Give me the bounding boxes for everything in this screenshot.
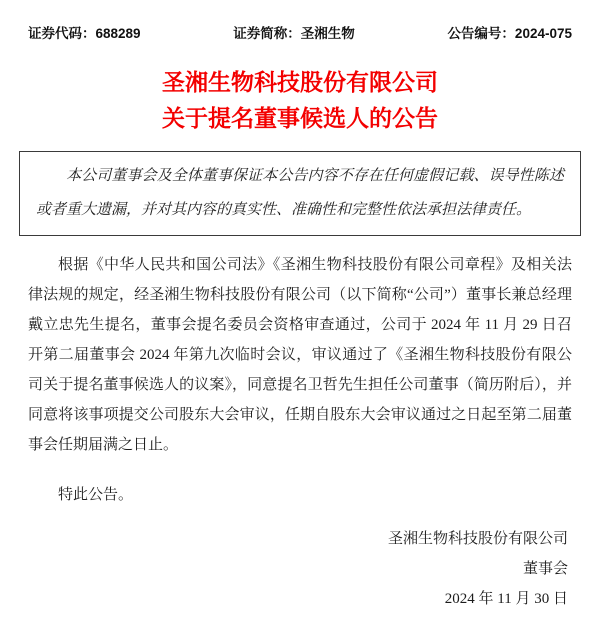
document-title [28, 64, 572, 136]
body-paragraph: 根据《中华人民共和国公司法》《圣湘生物科技股份有限公司章程》及相关法律法规的规定，经圣湘生物科技股份有限公司（以下简称“公司”）董事长兼总经理戴立忠先生提名，董事会提名委员会资格审查通过，公司于 2024 年 11 月 29 日召开第二届董事会 2024 年第九次临时会议，审议通过了《圣湘生物科技股份有限公司关于提名董事候选人的议案》，同意提名卫哲先生担任公司董事（简历附后），并同意将该事项提交公司股东大会审议，任期自股东大会审议通过之日起至第二届董事会任期届满之日止。 [28, 257, 572, 453]
disclaimer-box [19, 151, 581, 236]
signature-block [388, 524, 568, 614]
title-line-subject: 关于提名董事候选人的公告 [162, 105, 438, 131]
disclaimer-text: 本公司董事会及全体董事保证本公告内容不存在任何虚假记载、误导性陈述或者重大遗漏，并对其内容的真实性、准确性和完整性依法承担法律责任。 [36, 168, 564, 218]
stock-short-name: 证券简称：圣湘生物 [233, 26, 355, 41]
title-line-company: 圣湘生物科技股份有限公司 [162, 69, 438, 95]
announcement-number: 公告编号：2024-075 [447, 26, 572, 41]
closing-statement: 特此公告。 [58, 487, 134, 503]
stock-code: 证券代码：688289 [28, 26, 141, 41]
signature-date: 2024 年 11 月 30 日 [444, 591, 568, 607]
signature-company: 圣湘生物科技股份有限公司 [387, 531, 568, 547]
document-header [28, 22, 572, 42]
signature-board: 董事会 [522, 561, 568, 577]
